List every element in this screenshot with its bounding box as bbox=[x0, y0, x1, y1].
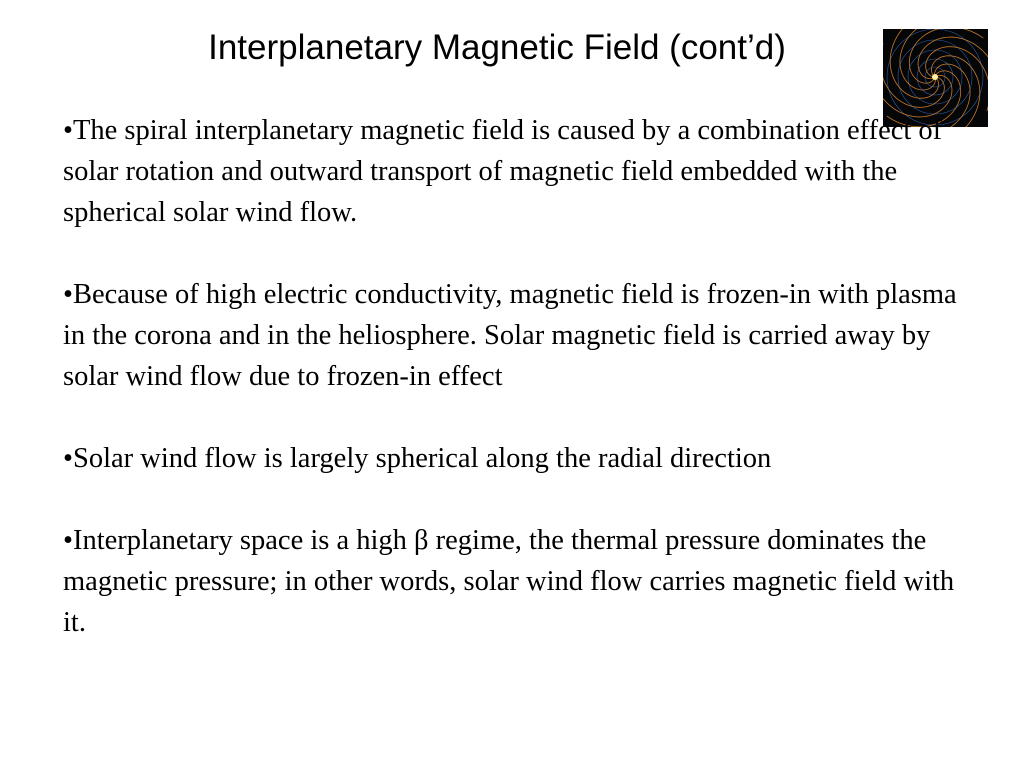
bullet-item: •Interplanetary space is a high β regime, the thermal pressure dominates the magnetic pressure; in other words, solar wind flow carries magnetic field with it. bbox=[63, 525, 955, 638]
slide-title: Interplanetary Magnetic Field (cont’d) bbox=[208, 28, 786, 67]
bullet-list bbox=[63, 110, 983, 643]
bullet-item: •The spiral interplanetary magnetic field is caused by a combination effect of solar rotation and outward transport of magnetic field embedded with the spherical solar wind flow. bbox=[63, 115, 943, 228]
bullet-item: •Solar wind flow is largely spherical along the radial direction bbox=[63, 443, 772, 474]
bullet-item: •Because of high electric conductivity, magnetic field is frozen-in with plasma in the corona and in the heliosphere. Solar magnetic field is carried away by solar wind flow due to frozen-in effect bbox=[63, 279, 957, 392]
spiral-arm bbox=[918, 37, 988, 79]
sun-marker bbox=[932, 74, 938, 80]
